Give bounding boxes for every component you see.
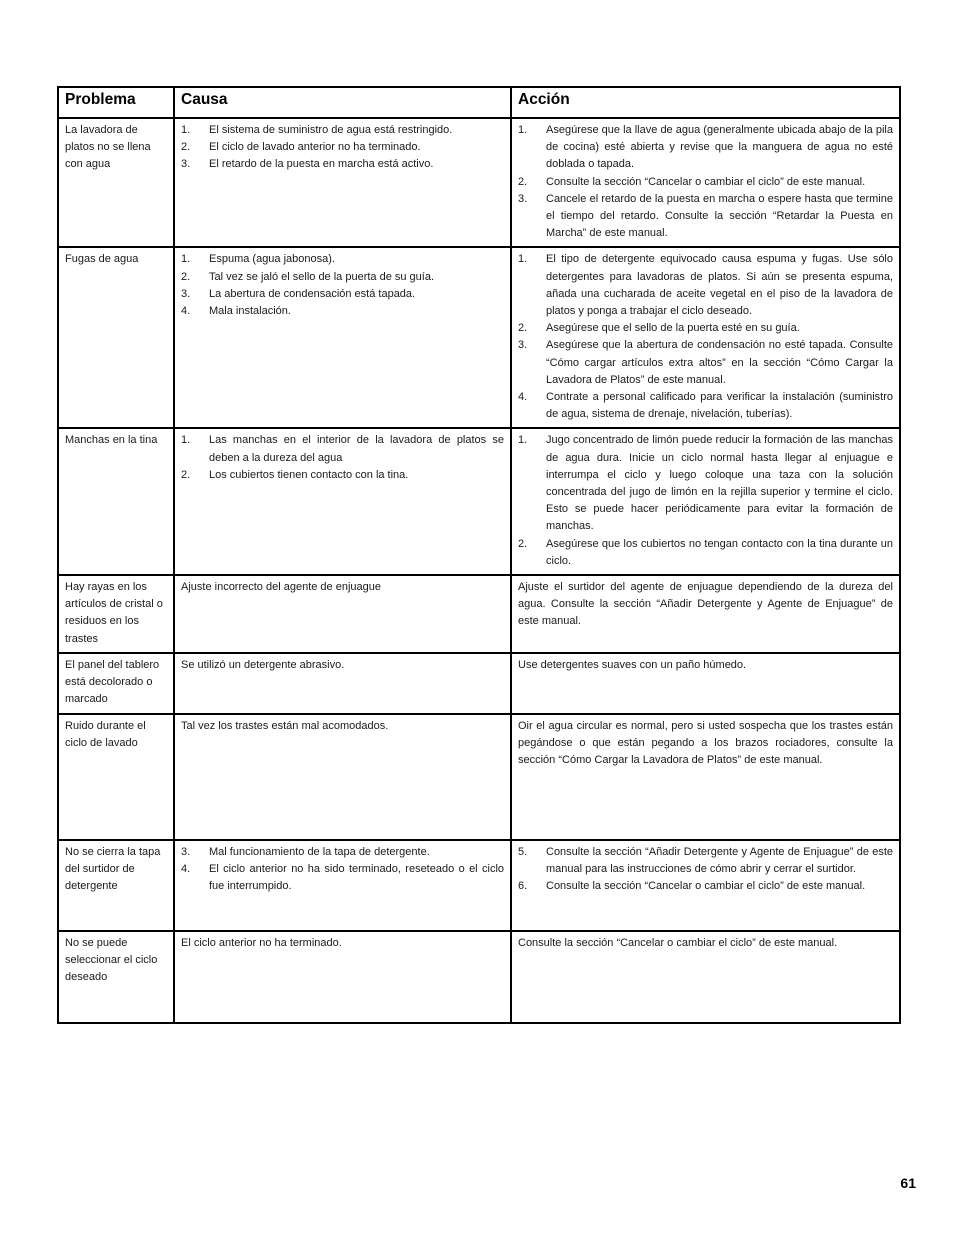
- list-item: [181, 467, 504, 484]
- causa-list: [181, 844, 504, 896]
- item-text: La abertura de condensación está tapada.: [209, 287, 416, 300]
- item-number: 2.: [518, 175, 528, 188]
- item-number: 6.: [518, 879, 528, 892]
- item-text: Contrate a personal calificado para verificar la instalación (suministro de agua, sistema de drenaje, nivelación, tuberías).: [546, 391, 893, 421]
- problema-cell: No se puede seleccionar el ciclo deseado: [65, 936, 158, 983]
- item-number: 3.: [181, 845, 191, 858]
- list-item: [181, 432, 504, 466]
- accion-list: [518, 432, 893, 570]
- list-item: [518, 878, 893, 895]
- list-item: [181, 122, 504, 139]
- list-item: [181, 286, 504, 303]
- item-text: El ciclo anterior no ha sido terminado, reseteado o el ciclo fue interrumpido.: [209, 862, 504, 892]
- page-number: 61: [900, 1175, 916, 1191]
- list-item: [181, 139, 504, 156]
- list-item: [181, 251, 504, 268]
- item-text: Mal funcionamiento de la tapa de detergente.: [209, 845, 430, 858]
- accion-list: [518, 122, 893, 242]
- item-number: 1.: [518, 124, 528, 136]
- causa-cell: Se utilizó un detergente abrasivo.: [181, 658, 345, 671]
- list-item: [518, 389, 893, 423]
- item-text: Asegúrese que la abertura de condensación no esté tapada. Consulte “Cómo cargar artículos extra altos” en la sección “Cómo Cargar la Lavadora de Platos” de este manual.: [546, 339, 893, 386]
- table-row: [58, 653, 900, 714]
- item-number: 1.: [181, 124, 191, 136]
- list-item: [518, 251, 893, 320]
- item-text: Asegúrese que la llave de agua (generalmente ubicada abajo de la pila de cocina) esté abierta y revise que la manguera de agua no esté doblada o tapada.: [546, 124, 893, 171]
- causa-cell: El ciclo anterior no ha terminado.: [181, 936, 342, 949]
- table-row: [58, 118, 900, 247]
- list-item: [518, 536, 893, 570]
- item-text: Consulte la sección “Añadir Detergente y Agente de Enjuague” de este manual para las instrucciones de cómo abrir y cerrar el surtidor.: [546, 845, 893, 875]
- item-number: 1.: [518, 434, 528, 447]
- table-row: [58, 840, 900, 931]
- table-row: [58, 714, 900, 840]
- accion-cell: Use detergentes suaves con un paño húmedo.: [518, 658, 747, 671]
- troubleshooting-table: [57, 86, 901, 1024]
- problema-cell: Fugas de agua: [65, 253, 139, 266]
- item-number: 2.: [181, 141, 191, 154]
- item-text: Mala instalación.: [209, 305, 291, 318]
- item-number: 3.: [181, 158, 191, 171]
- table-row: [58, 247, 900, 428]
- list-item: [181, 303, 504, 320]
- item-text: Consulte la sección “Cancelar o cambiar el ciclo” de este manual.: [546, 175, 866, 188]
- list-item: [518, 844, 893, 878]
- item-number: 2.: [518, 322, 528, 335]
- item-text: Los cubiertos tienen contacto con la tina.: [209, 468, 409, 481]
- problema-cell: Hay rayas en los artículos de cristal o residuos en los trastes: [65, 581, 163, 645]
- item-text: El tipo de detergente equivocado causa espuma y fugas. Use sólo detergentes para lavadoras de platos. Si aún se presenta espuma, añada una cucharada de aceite vegetal en el piso de la lavadora de platos y ponga a trabajar el ciclo deseado.: [546, 253, 893, 318]
- problema-cell: El panel del tablero está decolorado o marcado: [65, 658, 160, 706]
- item-number: 2.: [181, 468, 191, 481]
- item-text: Tal vez se jaló el sello de la puerta de su guía.: [209, 270, 435, 283]
- item-number: 2.: [181, 270, 191, 283]
- list-item: [518, 337, 893, 389]
- item-text: El ciclo de lavado anterior no ha terminado.: [209, 141, 421, 154]
- item-text: Jugo concentrado de limón puede reducir la formación de las manchas de agua dura. Inicie un ciclo normal hasta llegar al enjuague e interrumpa el ciclo y luego coloque una taza con la solución concentrada del jugo de limón en la rejilla superior y termine el ciclo. Esto se puede hacer periódicamente para evitar la formación de manchas.: [546, 434, 893, 533]
- list-item: [181, 861, 504, 895]
- item-text: Cancele el retardo de la puesta en marcha o espere hasta que termine el tiempo del retardo. Consulte la sección “Retardar la Puesta en Marcha” de este manual.: [546, 192, 893, 240]
- header-problema: Problema: [58, 87, 174, 118]
- causa-cell: Ajuste incorrecto del agente de enjuague: [181, 581, 381, 594]
- item-number: 3.: [181, 287, 191, 300]
- item-text: Asegúrese que los cubiertos no tengan contacto con la tina durante un ciclo.: [546, 537, 893, 567]
- list-item: [181, 844, 504, 861]
- list-item: [518, 191, 893, 243]
- causa-list: [181, 251, 504, 320]
- item-number: 2.: [518, 537, 528, 550]
- problema-cell: Manchas en la tina: [65, 434, 158, 447]
- causa-cell: Tal vez los trastes están mal acomodados.: [181, 719, 389, 732]
- list-item: [518, 432, 893, 535]
- header-accion: Acción: [511, 87, 900, 118]
- item-number: 3.: [518, 192, 528, 205]
- table-row: [58, 428, 900, 575]
- table-row: [58, 575, 900, 653]
- item-number: 1.: [181, 253, 191, 266]
- list-item: [518, 174, 893, 191]
- item-number: 4.: [181, 305, 191, 318]
- item-text: El retardo de la puesta en marcha está activo.: [209, 158, 434, 171]
- item-number: 4.: [181, 862, 191, 875]
- item-number: 1.: [181, 434, 191, 447]
- accion-cell: Oir el agua circular es normal, pero si usted sospecha que los trastes están pegándose o que están pegando a los brazos rociadores, consulte la sección “Cómo Cargar la Lavadora de Platos” de este manual.: [518, 719, 893, 766]
- causa-list: [181, 432, 504, 484]
- item-text: Espuma (agua jabonosa).: [209, 253, 335, 266]
- problema-cell: No se cierra la tapa del surtidor de detergente: [65, 845, 161, 892]
- accion-cell: Consulte la sección “Cancelar o cambiar el ciclo” de este manual.: [518, 936, 838, 949]
- accion-list: [518, 844, 893, 896]
- table-header-row: [58, 87, 900, 118]
- list-item: [181, 269, 504, 286]
- item-number: 3.: [518, 339, 528, 352]
- item-number: 5.: [518, 845, 528, 858]
- item-number: 1.: [518, 253, 528, 266]
- item-text: El sistema de suministro de agua está restringido.: [209, 124, 453, 136]
- header-causa: Causa: [174, 87, 511, 118]
- list-item: [518, 320, 893, 337]
- item-text: Asegúrese que el sello de la puerta esté en su guía.: [546, 322, 800, 335]
- causa-list: [181, 122, 504, 174]
- item-number: 4.: [518, 391, 528, 404]
- item-text: Consulte la sección “Cancelar o cambiar el ciclo” de este manual.: [546, 879, 866, 892]
- accion-list: [518, 251, 893, 423]
- accion-cell: Ajuste el surtidor del agente de enjuague dependiendo de la dureza del agua. Consulte la sección “Añadir Detergente y Agente de Enjuague” de este manual.: [518, 581, 893, 628]
- list-item: [518, 122, 893, 174]
- problema-cell: Ruido durante el ciclo de lavado: [65, 719, 146, 749]
- item-text: Las manchas en el interior de la lavadora de platos se deben a la dureza del agua: [209, 434, 504, 464]
- problema-cell: La lavadora de platos no se llena con agua: [65, 124, 151, 171]
- table-row: [58, 931, 900, 1023]
- list-item: [181, 156, 504, 173]
